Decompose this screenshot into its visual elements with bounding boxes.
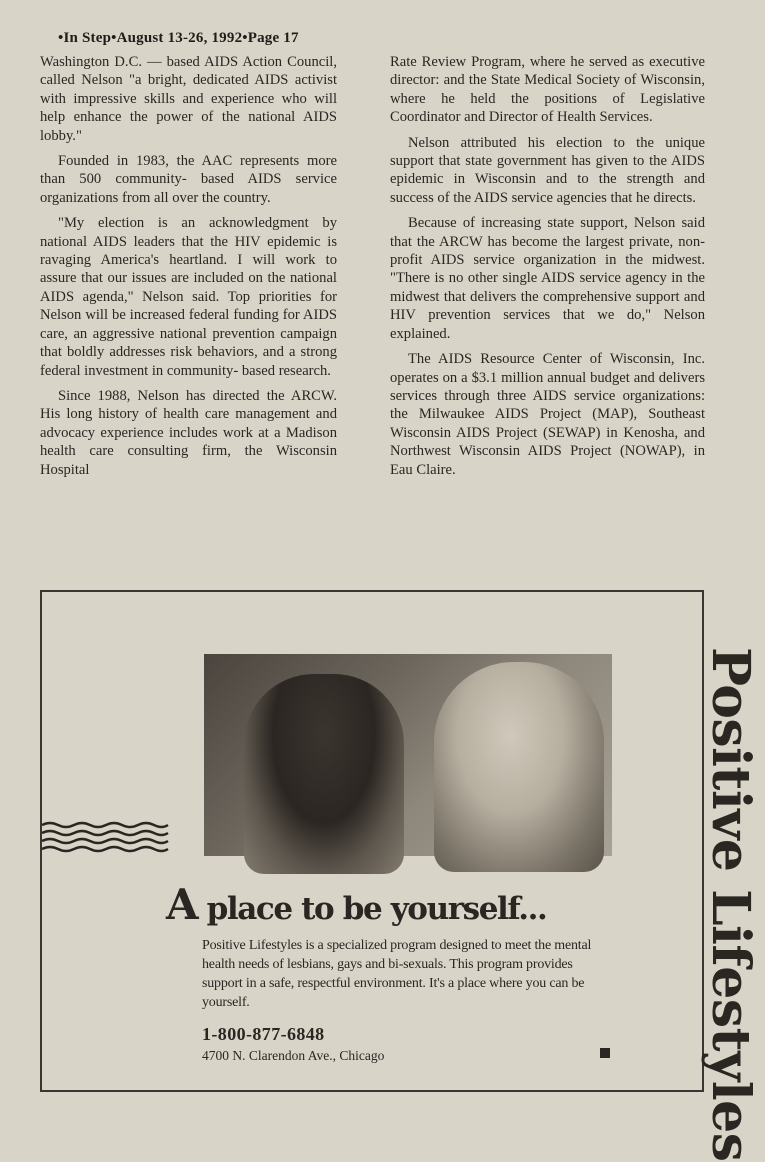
ad-photo xyxy=(204,654,612,856)
ad-brand-vertical: Positive Lifestyles xyxy=(700,647,761,1162)
wave-lines-icon xyxy=(42,820,168,858)
running-head: •In Step•August 13-26, 1992•Page 17 xyxy=(58,30,299,46)
article-paragraph: Because of increasing state support, Nelson said that the ARCW has become the largest private, non-profit AIDS service organization in the midwest. "There is no other single AIDS service agency in the midwest that delivers the comprehensive support and HIV prevention services that we do," Nelson explained. xyxy=(390,215,705,342)
ad-tagline-rest: place to be yourself... xyxy=(197,891,547,927)
article-paragraph: Since 1988, Nelson has directed the ARCW. His long history of health care management and advocacy experience includes work at a Madison health care consulting firm, the Wisconsin Hospital xyxy=(40,387,337,478)
ad-description: Positive Lifestyles is a specialized program designed to meet the mental health needs of lesbians, gays and bi-sexuals. This program provides support in a safe, respectful environment. It's a place where you can be yourself. xyxy=(202,938,592,1010)
ad-tagline-initial: A xyxy=(166,880,198,929)
article-column-left xyxy=(40,53,337,486)
article-paragraph: Nelson attributed his election to the unique support that state government has given to the AIDS epidemic in Wisconsin and to the strength and success of the AIDS service agencies that he directs. xyxy=(390,134,705,206)
square-bullet-icon xyxy=(600,1048,610,1058)
article-paragraph: "My election is an acknowledgment by national AIDS leaders that the HIV epidemic is ravaging America's heartland. I will work to assure that our issues are included on the national AIDS agenda," Nelson said. Top priorities for Nelson will be increased federal funding for AIDS care, an aggressive national prevention campaign that boldly addresses risk behaviors, and a strong federal investment in community- based research. xyxy=(40,215,337,379)
photo-person-right xyxy=(434,662,604,872)
ad-address: 4700 N. Clarendon Ave., Chicago xyxy=(202,1048,385,1063)
photo-person-left xyxy=(244,674,404,874)
ad-tagline xyxy=(166,880,546,929)
article-paragraph: The AIDS Resource Center of Wisconsin, Inc. operates on a $3.1 million annual budget and delivers services through three AIDS service organizations: the Milwaukee AIDS Project (MAP), Southeast Wisconsin AIDS Project (SEWAP) in Kenosha, and Northwest Wisconsin AIDS Project (NOWAP), in Eau Claire. xyxy=(390,351,705,478)
article-paragraph: Washington D.C. — based AIDS Action Council, called Nelson "a bright, dedicated AIDS activist with impressive skills and experience who will help enhance the power of the national AIDS lobby." xyxy=(40,54,337,144)
article-column-right xyxy=(390,53,705,486)
article-paragraph: Founded in 1983, the AAC represents more than 500 community- based AIDS service organizations from all over the country. xyxy=(40,153,337,206)
article-paragraph: Rate Review Program, where he served as executive director: and the State Medical Society of Wisconsin, where he held the positions of Legislative Coordinator and Director of Health Services. xyxy=(390,54,705,126)
ad-phone: 1-800-877-6848 xyxy=(202,1024,325,1044)
advertisement-box xyxy=(40,590,761,1162)
